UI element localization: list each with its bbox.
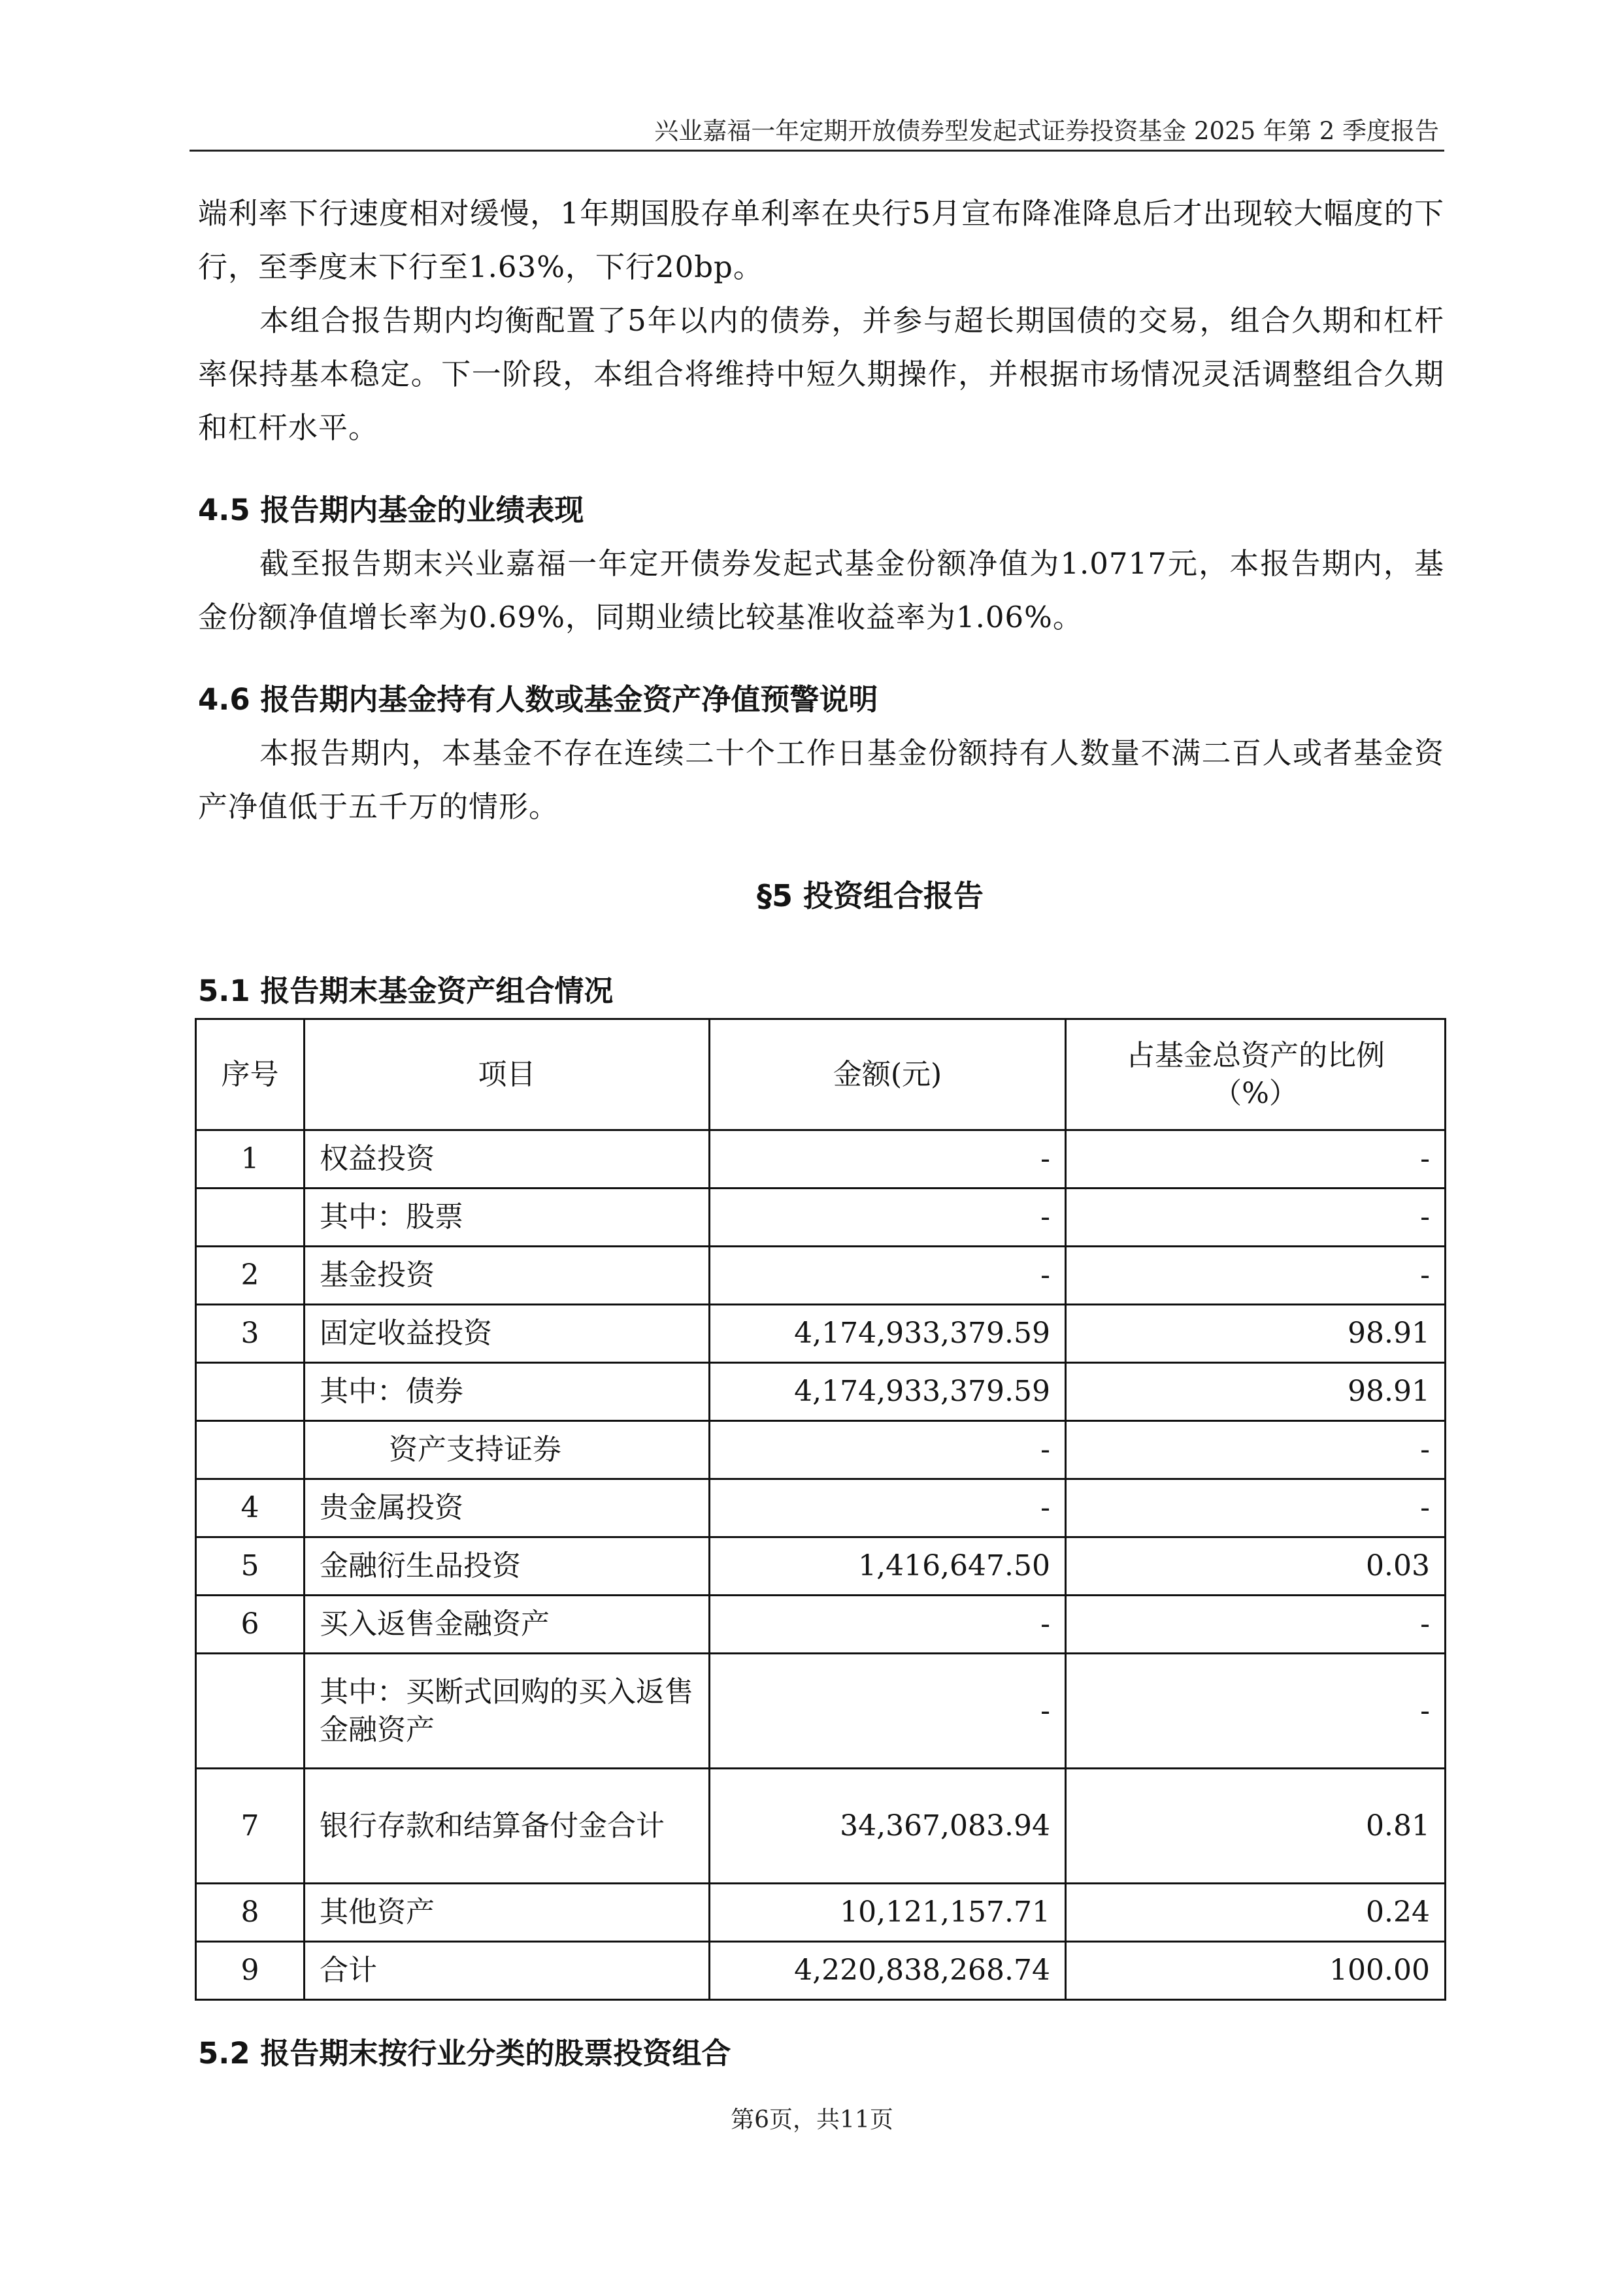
table-row: [196, 1363, 1446, 1421]
row-amount: 4,220,838,268.74: [710, 1942, 1066, 2000]
row-ratio: -: [1066, 1247, 1446, 1305]
row-amount: -: [710, 1130, 1066, 1189]
row-ratio: -: [1066, 1654, 1446, 1769]
row-ratio: 98.91: [1066, 1363, 1446, 1421]
chapter-title-5: §5 投资组合报告: [756, 878, 984, 913]
table-row: [196, 1596, 1446, 1654]
row-ratio: -: [1066, 1479, 1446, 1537]
paragraph-warning-note: 本报告期内，本基金不存在连续二十个工作日基金份额持有人数量不满二百人或者基金资产净值低于五千万的情形。: [198, 736, 1444, 824]
row-amount: 10,121,157.71: [710, 1884, 1066, 1942]
section-heading-5-2: 5.2 报告期末按行业分类的股票投资组合: [198, 2036, 731, 2071]
row-no: 9: [196, 1942, 305, 2000]
section-heading-4-5: 4.5 报告期内基金的业绩表现: [198, 493, 584, 527]
row-amount: 4,174,933,379.59: [710, 1305, 1066, 1363]
row-item: 贵金属投资: [305, 1479, 710, 1537]
paragraph-portfolio-strategy: 本组合报告期内均衡配置了5年以内的债券，并参与超长期国债的交易，组合久期和杠杆率保持基本稳定。下一阶段，本组合将维持中短久期操作，并根据市场情况灵活调整组合久期和杠杆水平。: [198, 303, 1444, 445]
row-amount: -: [710, 1421, 1066, 1479]
table-row: [196, 1189, 1446, 1247]
row-no: [196, 1363, 305, 1421]
row-no: 1: [196, 1130, 305, 1189]
column-header-no: 序号: [196, 1019, 305, 1130]
row-ratio: 100.00: [1066, 1942, 1446, 2000]
row-no: 4: [196, 1479, 305, 1537]
row-no: 6: [196, 1596, 305, 1654]
row-no: [196, 1654, 305, 1769]
row-amount: -: [710, 1479, 1066, 1537]
row-no: 3: [196, 1305, 305, 1363]
row-ratio: 0.24: [1066, 1884, 1446, 1942]
row-no: [196, 1189, 305, 1247]
row-item: 权益投资: [305, 1130, 710, 1189]
row-ratio: 0.81: [1066, 1769, 1446, 1884]
report-title: 兴业嘉福一年定期开放债券型发起式证券投资基金 2025 年第 2 季度报告: [654, 117, 1439, 145]
row-ratio: -: [1066, 1596, 1446, 1654]
table-header-row: [196, 1019, 1446, 1130]
paragraph-market-review: 端利率下行速度相对缓慢，1年期国股存单利率在央行5月宣布降准降息后才出现较大幅度的下行，至季度末下行至1.63%，下行20bp。: [198, 196, 1444, 284]
row-item: 其他资产: [305, 1884, 710, 1942]
row-ratio: 98.91: [1066, 1305, 1446, 1363]
row-amount: -: [710, 1596, 1066, 1654]
row-amount: 1,416,647.50: [710, 1537, 1066, 1596]
row-amount: -: [710, 1654, 1066, 1769]
row-item: 买入返售金融资产: [305, 1596, 710, 1654]
row-ratio: -: [1066, 1421, 1446, 1479]
section-heading-5-1: 5.1 报告期末基金资产组合情况: [198, 974, 614, 1008]
paragraph-performance: 截至报告期末兴业嘉福一年定开债券发起式基金份额净值为1.0717元，本报告期内，基金份额净值增长率为0.69%，同期业绩比较基准收益率为1.06%。: [198, 546, 1444, 634]
column-header-ratio: 占基金总资产的比例（%）: [1066, 1019, 1446, 1130]
table-row: [196, 1130, 1446, 1189]
row-item: 基金投资: [305, 1247, 710, 1305]
row-item: 资产支持证券: [305, 1421, 710, 1479]
row-no: [196, 1421, 305, 1479]
row-no: 7: [196, 1769, 305, 1884]
row-item: 其中：债券: [305, 1363, 710, 1421]
row-item: 其中：股票: [305, 1189, 710, 1247]
page-number: 第6页，共11页: [731, 2107, 893, 2133]
column-header-item: 项目: [305, 1019, 710, 1130]
page-content: [198, 187, 1444, 2080]
table-row: [196, 1942, 1446, 2000]
row-item: 合计: [305, 1942, 710, 2000]
column-header-amount: 金额(元): [710, 1019, 1066, 1130]
row-no: 8: [196, 1884, 305, 1942]
table-row: [196, 1769, 1446, 1884]
table-row: [196, 1247, 1446, 1305]
row-amount: 4,174,933,379.59: [710, 1363, 1066, 1421]
row-item: 固定收益投资: [305, 1305, 710, 1363]
table-row: [196, 1654, 1446, 1769]
row-ratio: -: [1066, 1130, 1446, 1189]
page-footer: [0, 2101, 1624, 2135]
table-row: [196, 1421, 1446, 1479]
row-ratio: 0.03: [1066, 1537, 1446, 1596]
row-ratio: -: [1066, 1189, 1446, 1247]
row-item: 银行存款和结算备付金合计: [305, 1769, 710, 1884]
row-no: 5: [196, 1537, 305, 1596]
table-row: [196, 1884, 1446, 1942]
row-amount: -: [710, 1189, 1066, 1247]
table-row: [196, 1479, 1446, 1537]
section-heading-4-6: 4.6 报告期内基金持有人数或基金资产净值预警说明: [198, 682, 878, 717]
row-item: 其中：买断式回购的买入返售金融资产: [305, 1654, 710, 1769]
row-amount: 34,367,083.94: [710, 1769, 1066, 1884]
asset-portfolio-table: [195, 1018, 1446, 2001]
table-row: [196, 1305, 1446, 1363]
row-item: 金融衍生品投资: [305, 1537, 710, 1596]
row-no: 2: [196, 1247, 305, 1305]
table-row: [196, 1537, 1446, 1596]
page-header: [190, 111, 1444, 152]
row-amount: -: [710, 1247, 1066, 1305]
